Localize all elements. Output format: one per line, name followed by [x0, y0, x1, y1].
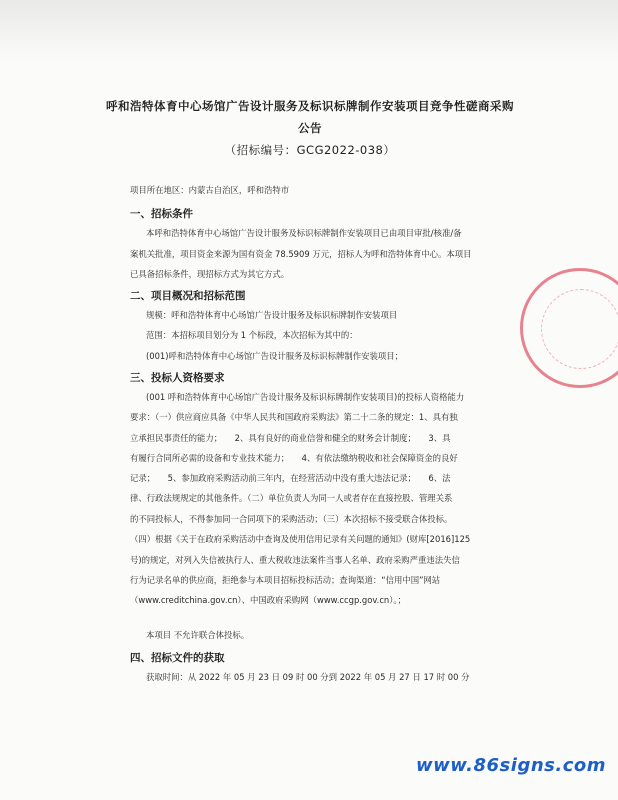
- official-seal-stamp: [520, 268, 618, 388]
- section2-line: 规模：呼和浩特体育中心场馆广告设计服务及标识标牌制作安装项目: [146, 310, 398, 320]
- consortium-note: 本项目 不允许联合体投标。: [146, 630, 250, 640]
- section-heading-2: 二、项目概况和招标范围: [130, 290, 246, 302]
- doc-title-line2: 公告: [298, 121, 322, 135]
- doc-title-line1: 呼和浩特体育中心场馆广告设计服务及标识标牌制作安装项目竞争性磋商采购: [106, 99, 514, 113]
- section3-line: （四）根据《关于在政府采购活动中查询及使用信用记录有关问题的通知》(财库[2016]125: [130, 534, 471, 544]
- section3-line: (001 呼和浩特体育中心场馆广告设计服务及标识标牌制作安装项目)的投标人资格能力: [146, 392, 465, 402]
- section3-line: 号)的规定，对列入失信被执行人、重大税收违法案件当事人名单、政府采购严重违法失信: [130, 555, 460, 565]
- scan-shadow: [0, 0, 618, 60]
- seal-inner-ring: [541, 289, 618, 369]
- tender-code: （招标编号：GCG2022-038）: [224, 143, 396, 157]
- section3-line: 的不同投标人，不得参加同一合同项下的采购活动；（三）本次招标不接受联合体投标。: [130, 514, 453, 524]
- section-heading-4: 四、招标文件的获取: [130, 652, 225, 664]
- section2-line: 范围：本招标项目划分为 1 个标段，本次招标为其中的：: [146, 330, 358, 340]
- section3-line: 有履行合同所必需的设备和专业技术能力； 4、有依法缴纳税收和社会保障资金的良好: [130, 453, 458, 463]
- project-location: 项目所在地区：内蒙古自治区，呼和浩特市: [130, 185, 290, 195]
- section1-line: 案机关批准，项目资金来源为国有资金 78.5909 万元，招标人为呼和浩特体育中心。本项目: [130, 249, 472, 259]
- site-watermark: www.86signs.com: [415, 755, 606, 776]
- section3-line: （www.creditchina.gov.cn）、中国政府采购网（www.ccgp.gov.cn）。；: [130, 595, 406, 605]
- section3-line: 律、行政法规规定的其他条件。（二）单位负责人为同一人或者存在直接控股、管理关系: [130, 493, 453, 503]
- section1-line: 已具备招标条件，现招标方式为其它方式。: [130, 269, 290, 279]
- section1-line: 本呼和浩特体育中心场馆广告设计服务及标识标牌制作安装项目已由项目审批/核准/备: [146, 228, 462, 238]
- section3-line: 要求：（一）供应商应具备《中华人民共和国政府采购法》第二十二条的规定：1、具有独: [130, 412, 458, 422]
- section-heading-1: 一、招标条件: [130, 208, 193, 220]
- acquisition-time: 获取时间：从 2022 年 05 月 23 日 09 时 00 分到 2022 年 05 月 27 日 17 时 00 分: [146, 672, 470, 682]
- section3-line: 行为记录名单的供应商，拒绝参与本项目招标投标活动；查询渠道：“信用中国”网站: [130, 575, 441, 585]
- section-heading-3: 三、投标人资格要求: [130, 372, 225, 384]
- section3-line: 记录； 5、参加政府采购活动前三年内，在经营活动中没有重大违法记录； 6、法: [130, 473, 451, 483]
- section3-line: 立承担民事责任的能力； 2、具有良好的商业信誉和健全的财务会计制度； 3、具: [130, 433, 451, 443]
- section2-line: (001)呼和浩特体育中心场馆广告设计服务及标识标牌制作安装项目；: [146, 351, 404, 361]
